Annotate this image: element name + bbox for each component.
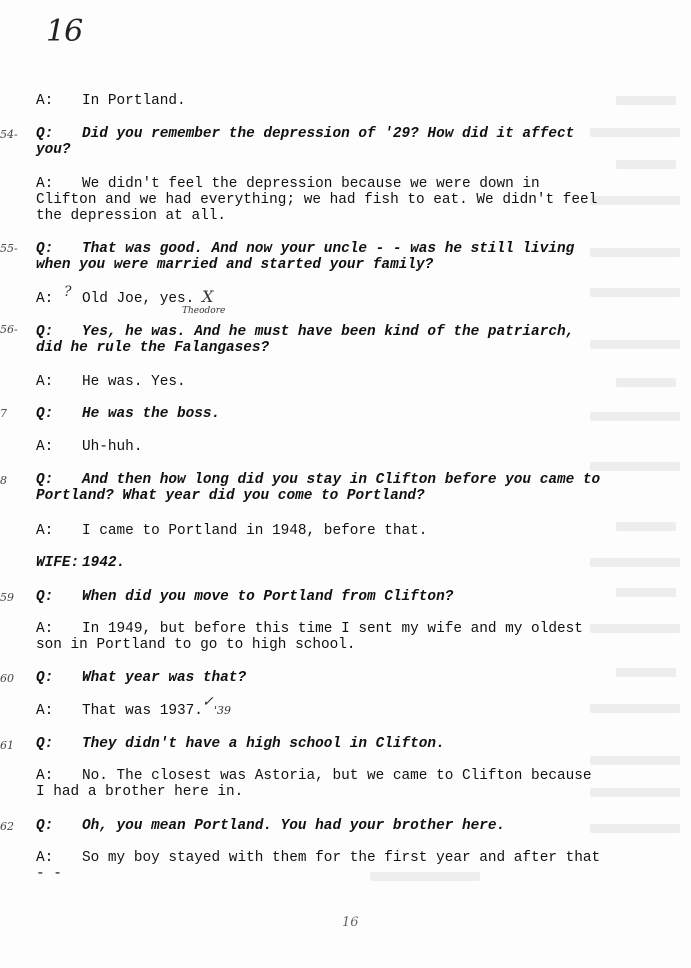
question-paragraph: Q: And then how long did you stay in Clifton before you came to Portland? What year did you come to Portland? <box>36 472 601 504</box>
margin-note: 55- <box>0 242 18 255</box>
question-paragraph: Q: He was the boss. <box>36 406 221 422</box>
wife-remark: WIFE: 1942. <box>36 555 126 571</box>
answer-paragraph: A: In Portland. <box>36 93 186 109</box>
answer-paragraph: A: In 1949, but before this time I sent my wife and my oldest son in Portland to go to high school. <box>36 621 583 653</box>
answer-paragraph: A: So my boy stayed with them for the first year and after that - - <box>36 850 601 882</box>
x-mark-annotation: X <box>202 287 214 306</box>
question-paragraph: Q: Yes, he was. And he must have been kind of the patriarch, did he rule the Falangases? <box>36 324 575 356</box>
answer-paragraph: A: We didn't feel the depression because we were down in Clifton and we had everything; we had fish to eat. We didn't feel the depression at all. <box>36 176 598 224</box>
theodore-annotation: Theodore <box>182 306 226 316</box>
question-mark-annotation: ? <box>64 284 72 300</box>
check-mark-annotation: ✓ <box>202 694 214 710</box>
margin-note: 59 <box>0 591 14 604</box>
answer-paragraph: A: I came to Portland in 1948, before that. <box>36 523 428 539</box>
margin-note: 61 <box>0 739 14 752</box>
margin-note: 60 <box>0 672 14 685</box>
year-annotation: '39 <box>214 704 232 717</box>
answer-paragraph: A: He was. Yes. <box>36 374 186 390</box>
margin-note: 56- <box>0 323 18 336</box>
margin-note: 8 <box>0 474 7 487</box>
question-paragraph: Q: When did you move to Portland from Clifton? <box>36 589 454 605</box>
answer-paragraph: A: Uh-huh. <box>36 439 143 455</box>
footer-page-number: 16 <box>342 915 359 930</box>
margin-note: 7 <box>0 407 7 420</box>
answer-paragraph: A: Old Joe, yes. <box>36 291 195 307</box>
question-paragraph: Q: What year was that? <box>36 670 247 686</box>
margin-note: 54- <box>0 128 18 141</box>
answer-paragraph: A: No. The closest was Astoria, but we came to Clifton because I had a brother here in. <box>36 768 592 800</box>
margin-note: 62 <box>0 820 14 833</box>
question-paragraph: Q: They didn't have a high school in Clifton. <box>36 736 445 752</box>
handwritten-page-number: 16 <box>46 14 83 49</box>
question-paragraph: Q: That was good. And now your uncle - - was he still living when you were married and started your family? <box>36 241 575 273</box>
question-paragraph: Q: Did you remember the depression of '29? How did it affect you? <box>36 126 575 158</box>
answer-paragraph: A: That was 1937. <box>36 703 203 719</box>
question-paragraph: Q: Oh, you mean Portland. You had your brother here. <box>36 818 506 834</box>
